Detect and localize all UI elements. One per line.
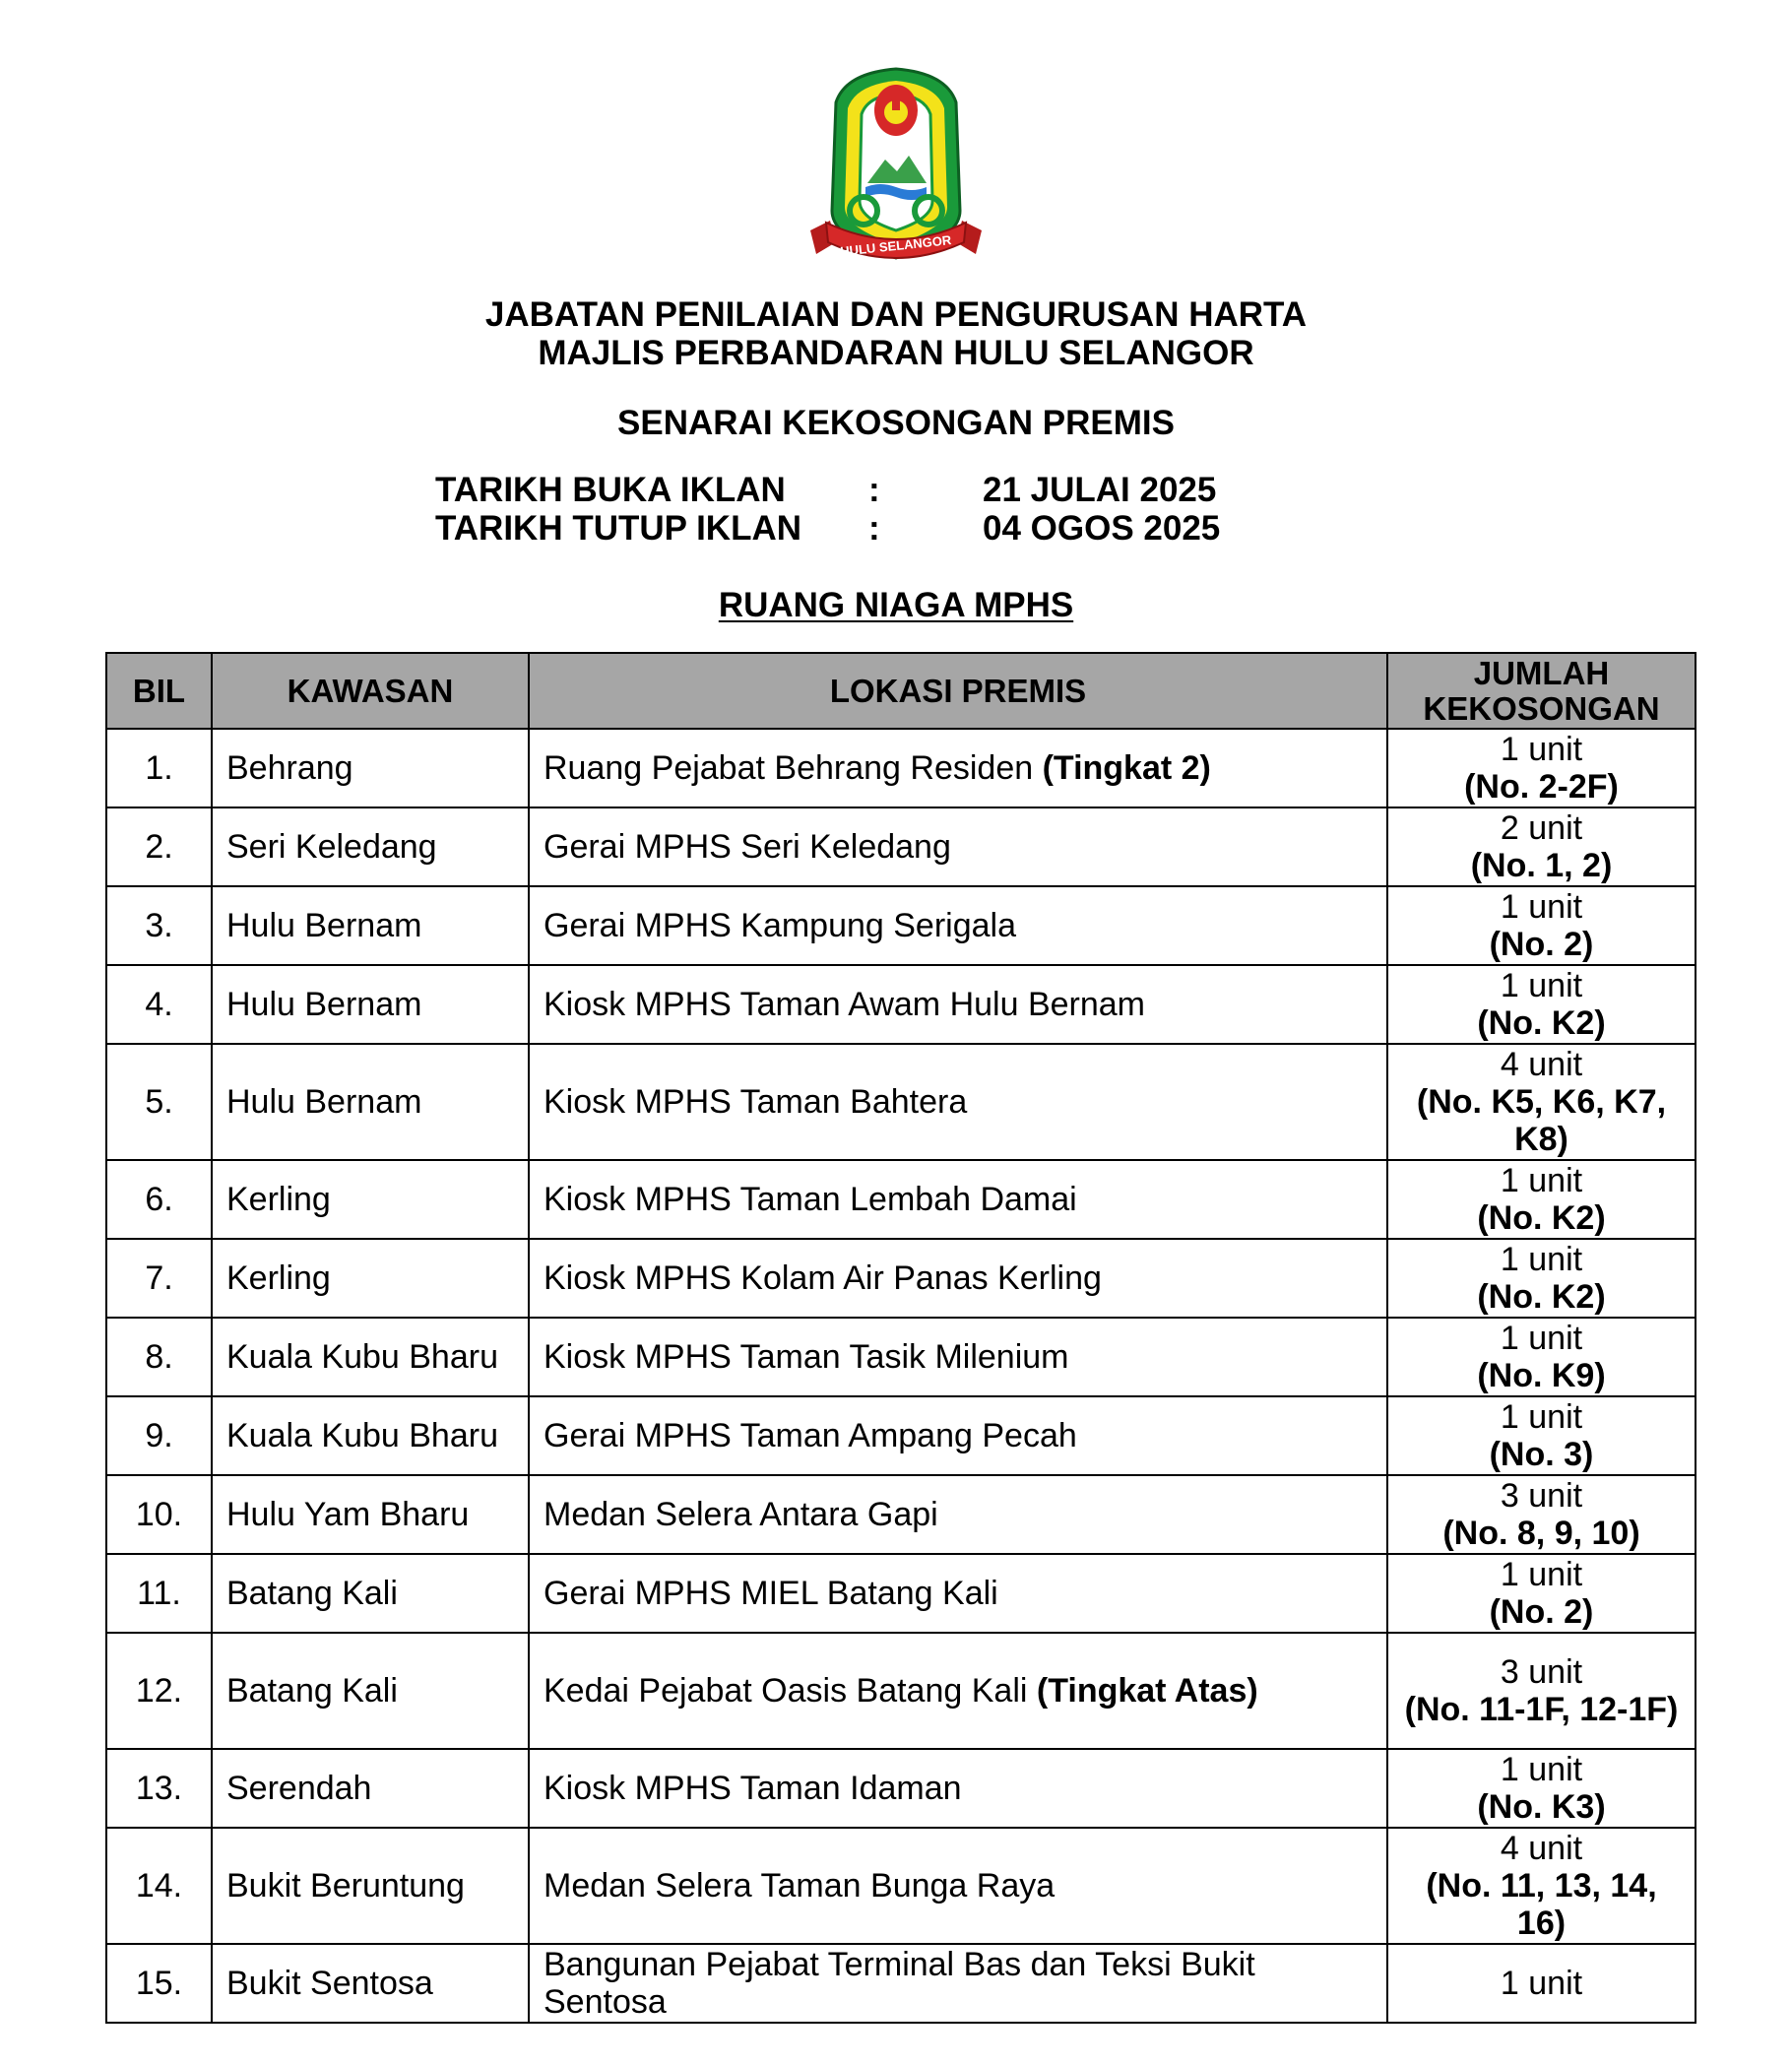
close-date-value: 04 OGOS 2025 <box>983 509 1221 548</box>
department-title: JABATAN PENILAIAN DAN PENGURUSAN HARTA <box>484 295 1308 334</box>
cell-kawasan: Hulu Bernam <box>212 965 529 1044</box>
cell-kawasan: Kerling <box>212 1239 529 1318</box>
unit-numbers: (No. 3) <box>1489 1436 1594 1473</box>
table-row <box>106 1396 1696 1475</box>
close-date-label: TARIKH TUTUP IKLAN <box>435 509 802 548</box>
lokasi-text: Gerai MPHS Taman Ampang Pecah <box>544 1417 1077 1454</box>
council-title: MAJLIS PERBANDARAN HULU SELANGOR <box>538 334 1254 372</box>
cell-bil: 7. <box>106 1239 212 1318</box>
table-row <box>106 1828 1696 1944</box>
cell-lokasi <box>529 1160 1387 1239</box>
cell-bil: 11. <box>106 1554 212 1633</box>
cell-bil: 10. <box>106 1475 212 1554</box>
cell-kawasan: Hulu Bernam <box>212 1044 529 1160</box>
cell-kawasan: Kuala Kubu Bharu <box>212 1318 529 1396</box>
cell-lokasi <box>529 1749 1387 1828</box>
cell-lokasi <box>529 1828 1387 1944</box>
header-kawasan: KAWASAN <box>212 653 529 729</box>
unit-count: 1 unit <box>1500 1320 1583 1357</box>
cell-kawasan: Serendah <box>212 1749 529 1828</box>
unit-count: 4 unit <box>1500 1830 1583 1867</box>
lokasi-floor-note: (Tingkat Atas) <box>1036 1672 1258 1710</box>
cell-lokasi <box>529 1554 1387 1633</box>
table-row <box>106 965 1696 1044</box>
open-date-separator: : <box>868 471 880 509</box>
unit-count: 1 unit <box>1500 888 1583 926</box>
cell-kawasan: Batang Kali <box>212 1633 529 1749</box>
cell-jumlah <box>1387 1239 1696 1318</box>
mphs-crest-logo <box>806 63 986 274</box>
cell-lokasi <box>529 965 1387 1044</box>
cell-kawasan: Batang Kali <box>212 1554 529 1633</box>
cell-lokasi <box>529 886 1387 965</box>
unit-numbers: (No. 8, 9, 10) <box>1442 1515 1640 1552</box>
header-bil: BIL <box>106 653 212 729</box>
header-lokasi: LOKASI PREMIS <box>529 653 1387 729</box>
cell-kawasan: Hulu Yam Bharu <box>212 1475 529 1554</box>
unit-count: 1 unit <box>1500 1556 1583 1593</box>
cell-lokasi <box>529 1475 1387 1554</box>
table-row <box>106 729 1696 807</box>
table-header-row <box>106 653 1696 729</box>
cell-lokasi <box>529 1633 1387 1749</box>
lokasi-text: Kiosk MPHS Taman Tasik Milenium <box>544 1338 1069 1376</box>
cell-kawasan: Hulu Bernam <box>212 886 529 965</box>
cell-bil: 6. <box>106 1160 212 1239</box>
lokasi-text: Gerai MPHS MIEL Batang Kali <box>544 1575 998 1612</box>
lokasi-text: Kiosk MPHS Taman Bahtera <box>544 1083 968 1121</box>
document-title: SENARAI KEKOSONGAN PREMIS <box>617 404 1175 442</box>
table-row <box>106 1239 1696 1318</box>
cell-kawasan: Bukit Sentosa <box>212 1944 529 2023</box>
unit-numbers: (No. 2) <box>1489 926 1594 963</box>
cell-jumlah <box>1387 1633 1696 1749</box>
table-row <box>106 1160 1696 1239</box>
cell-lokasi <box>529 1944 1387 2023</box>
unit-count: 4 unit <box>1500 1046 1583 1083</box>
open-date-label: TARIKH BUKA IKLAN <box>435 471 786 509</box>
open-date-row <box>435 471 1223 509</box>
unit-count: 2 unit <box>1500 809 1583 847</box>
cell-kawasan: Bukit Beruntung <box>212 1828 529 1944</box>
cell-jumlah <box>1387 729 1696 807</box>
unit-numbers: (No. 11, 13, 14, 16) <box>1426 1867 1657 1942</box>
table-row <box>106 1044 1696 1160</box>
unit-numbers: (No. 2-2F) <box>1464 768 1619 806</box>
crest-icon <box>806 63 986 274</box>
cell-jumlah <box>1387 965 1696 1044</box>
lokasi-text: Kedai Pejabat Oasis Batang Kali <box>544 1672 1028 1710</box>
cell-lokasi <box>529 1318 1387 1396</box>
unit-numbers: (No. K5, K6, K7, K8) <box>1416 1083 1667 1158</box>
vacancy-table <box>105 652 1696 2024</box>
unit-count: 1 unit <box>1500 1162 1583 1199</box>
cell-bil: 4. <box>106 965 212 1044</box>
lokasi-text: Bangunan Pejabat Terminal Bas dan Teksi Bukit Sentosa <box>544 1946 1255 2021</box>
unit-numbers: (No. 11-1F, 12-1F) <box>1404 1691 1679 1728</box>
cell-jumlah <box>1387 1318 1696 1396</box>
table-row <box>106 1318 1696 1396</box>
lokasi-text: Ruang Pejabat Behrang Residen <box>544 749 1034 787</box>
table-row <box>106 1475 1696 1554</box>
unit-numbers: (No. 1, 2) <box>1470 847 1613 884</box>
lokasi-text: Medan Selera Antara Gapi <box>544 1496 938 1533</box>
unit-count: 3 unit <box>1500 1477 1583 1515</box>
unit-count: 1 unit <box>1500 967 1583 1004</box>
cell-kawasan: Seri Keledang <box>212 807 529 886</box>
unit-numbers: (No. K2) <box>1477 1199 1606 1237</box>
lokasi-text: Medan Selera Taman Bunga Raya <box>544 1867 1056 1905</box>
section-title-text: RUANG NIAGA MPHS <box>718 586 1074 624</box>
table-row <box>106 1554 1696 1633</box>
cell-lokasi <box>529 1239 1387 1318</box>
lokasi-text: Gerai MPHS Kampung Serigala <box>544 907 1017 944</box>
table-row <box>106 807 1696 886</box>
cell-bil: 8. <box>106 1318 212 1396</box>
close-date-separator: : <box>868 509 880 548</box>
cell-kawasan: Kuala Kubu Bharu <box>212 1396 529 1475</box>
unit-numbers: (No. 2) <box>1489 1593 1594 1631</box>
lokasi-text: Kiosk MPHS Taman Awam Hulu Bernam <box>544 986 1145 1023</box>
unit-count: 1 unit <box>1500 731 1583 768</box>
cell-jumlah <box>1387 1396 1696 1475</box>
lokasi-floor-note: (Tingkat 2) <box>1042 749 1211 787</box>
cell-jumlah <box>1387 1554 1696 1633</box>
cell-bil: 12. <box>106 1633 212 1749</box>
section-title <box>0 586 1792 625</box>
cell-lokasi <box>529 729 1387 807</box>
unit-numbers: (No. K2) <box>1477 1278 1606 1316</box>
cell-jumlah <box>1387 1160 1696 1239</box>
cell-jumlah <box>1387 1944 1696 2023</box>
table-row <box>106 886 1696 965</box>
cell-bil: 1. <box>106 729 212 807</box>
cell-bil: 3. <box>106 886 212 965</box>
cell-bil: 13. <box>106 1749 212 1828</box>
cell-jumlah <box>1387 1828 1696 1944</box>
cell-bil: 2. <box>106 807 212 886</box>
header-jumlah: JUMLAH KEKOSONGAN <box>1387 653 1696 729</box>
unit-count: 3 unit <box>1500 1653 1583 1691</box>
advert-dates <box>435 471 1223 548</box>
cell-jumlah <box>1387 1749 1696 1828</box>
cell-jumlah <box>1387 886 1696 965</box>
unit-count: 1 unit <box>1500 1965 1583 2002</box>
close-date-row <box>435 509 1223 548</box>
cell-jumlah <box>1387 807 1696 886</box>
cell-jumlah <box>1387 1044 1696 1160</box>
open-date-value: 21 JULAI 2025 <box>983 471 1217 509</box>
unit-numbers: (No. K2) <box>1477 1004 1606 1042</box>
cell-bil: 15. <box>106 1944 212 2023</box>
cell-kawasan: Behrang <box>212 729 529 807</box>
lokasi-text: Kiosk MPHS Taman Lembah Damai <box>544 1181 1077 1218</box>
lokasi-text: Kiosk MPHS Kolam Air Panas Kerling <box>544 1259 1102 1297</box>
cell-bil: 5. <box>106 1044 212 1160</box>
unit-numbers: (No. K9) <box>1477 1357 1606 1394</box>
svg-text:HULU SELANGOR: HULU SELANGOR <box>839 232 952 259</box>
cell-jumlah <box>1387 1475 1696 1554</box>
cell-lokasi <box>529 1396 1387 1475</box>
cell-kawasan: Kerling <box>212 1160 529 1239</box>
cell-bil: 9. <box>106 1396 212 1475</box>
unit-count: 1 unit <box>1500 1751 1583 1788</box>
table-row <box>106 1944 1696 2023</box>
table-row <box>106 1749 1696 1828</box>
unit-count: 1 unit <box>1500 1241 1583 1278</box>
unit-numbers: (No. K3) <box>1477 1788 1606 1826</box>
lokasi-text: Kiosk MPHS Taman Idaman <box>544 1770 962 1807</box>
lokasi-text: Gerai MPHS Seri Keledang <box>544 828 951 866</box>
table-row <box>106 1633 1696 1749</box>
cell-bil: 14. <box>106 1828 212 1944</box>
unit-count: 1 unit <box>1500 1398 1583 1436</box>
cell-lokasi <box>529 1044 1387 1160</box>
cell-lokasi <box>529 807 1387 886</box>
